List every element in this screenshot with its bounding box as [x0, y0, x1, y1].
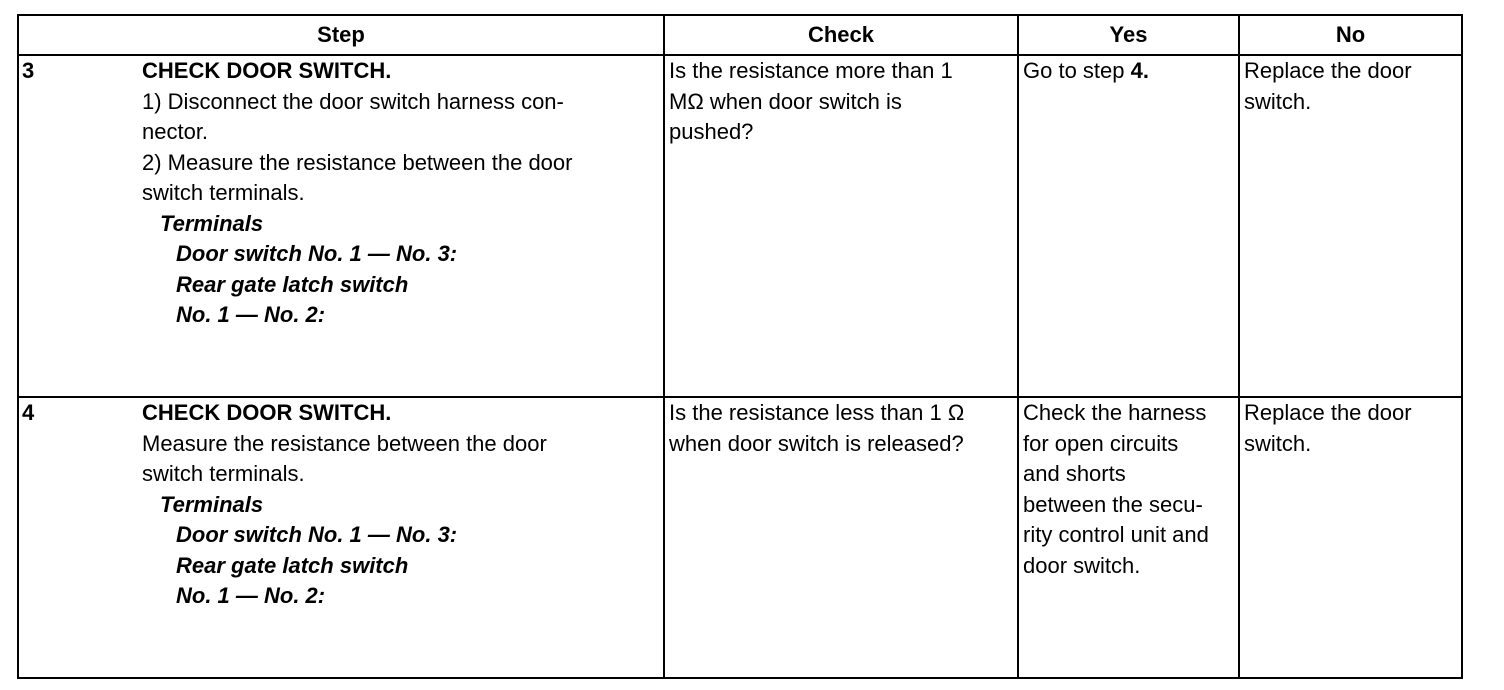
check-text: Is the resistance less than 1 Ω — [669, 400, 965, 425]
diagnostic-table — [17, 14, 1463, 679]
step-instruction: switch terminals. — [142, 461, 305, 486]
check-text: pushed? — [669, 119, 754, 144]
yes-text: and shorts — [1023, 461, 1126, 486]
table-row — [18, 55, 1462, 397]
terminal-spec: Door switch No. 1 — No. 3: — [176, 522, 458, 547]
check-cell — [664, 397, 1018, 678]
yes-text: rity control unit and — [1023, 522, 1209, 547]
yes-step-ref: 4. — [1130, 58, 1149, 83]
table-header-row — [18, 15, 1462, 55]
step-number: 3 — [18, 55, 140, 397]
step-title: CHECK DOOR SWITCH. — [142, 58, 392, 83]
header-step: Step — [18, 15, 664, 55]
yes-text: between the secu- — [1023, 491, 1203, 517]
header-check: Check — [664, 15, 1018, 55]
no-cell — [1239, 397, 1462, 678]
no-text: switch. — [1244, 88, 1312, 114]
yes-text: for open circuits — [1023, 430, 1179, 456]
no-cell — [1239, 55, 1462, 397]
step-instruction: 1) Disconnect the door switch harness con- — [142, 88, 564, 114]
terminals-label: Terminals — [160, 491, 264, 517]
step-title: CHECK DOOR SWITCH. — [142, 400, 392, 425]
terminal-spec: No. 1 — No. 2: — [176, 583, 326, 608]
check-cell — [664, 55, 1018, 397]
step-cell — [140, 55, 664, 397]
step-instruction: nector. — [142, 119, 209, 144]
terminal-spec: No. 1 — No. 2: — [176, 302, 326, 327]
no-text: Replace the door — [1244, 58, 1412, 83]
no-text: Replace the door — [1244, 400, 1412, 425]
terminal-spec: Rear gate latch switch — [176, 271, 409, 297]
terminals-label: Terminals — [160, 210, 264, 236]
check-text: MΩ when door switch is — [669, 88, 902, 114]
check-text: Is the resistance more than 1 — [669, 58, 953, 83]
header-no: No — [1239, 15, 1462, 55]
yes-prefix: Go to step — [1023, 58, 1131, 83]
yes-cell — [1018, 55, 1239, 397]
step-cell — [140, 397, 664, 678]
header-yes: Yes — [1018, 15, 1239, 55]
step-instruction: Measure the resistance between the door — [142, 430, 547, 456]
yes-text — [1023, 56, 1234, 87]
step-instruction: switch terminals. — [142, 180, 305, 205]
step-number: 4 — [18, 397, 140, 678]
terminal-spec: Door switch No. 1 — No. 3: — [176, 241, 458, 266]
yes-text: Check the harness — [1023, 400, 1207, 425]
terminal-spec: Rear gate latch switch — [176, 552, 409, 578]
step-instruction: 2) Measure the resistance between the door — [142, 149, 573, 175]
check-text: when door switch is released? — [669, 430, 964, 456]
no-text: switch. — [1244, 430, 1312, 456]
table-row — [18, 397, 1462, 678]
yes-text: door switch. — [1023, 552, 1141, 578]
yes-cell — [1018, 397, 1239, 678]
